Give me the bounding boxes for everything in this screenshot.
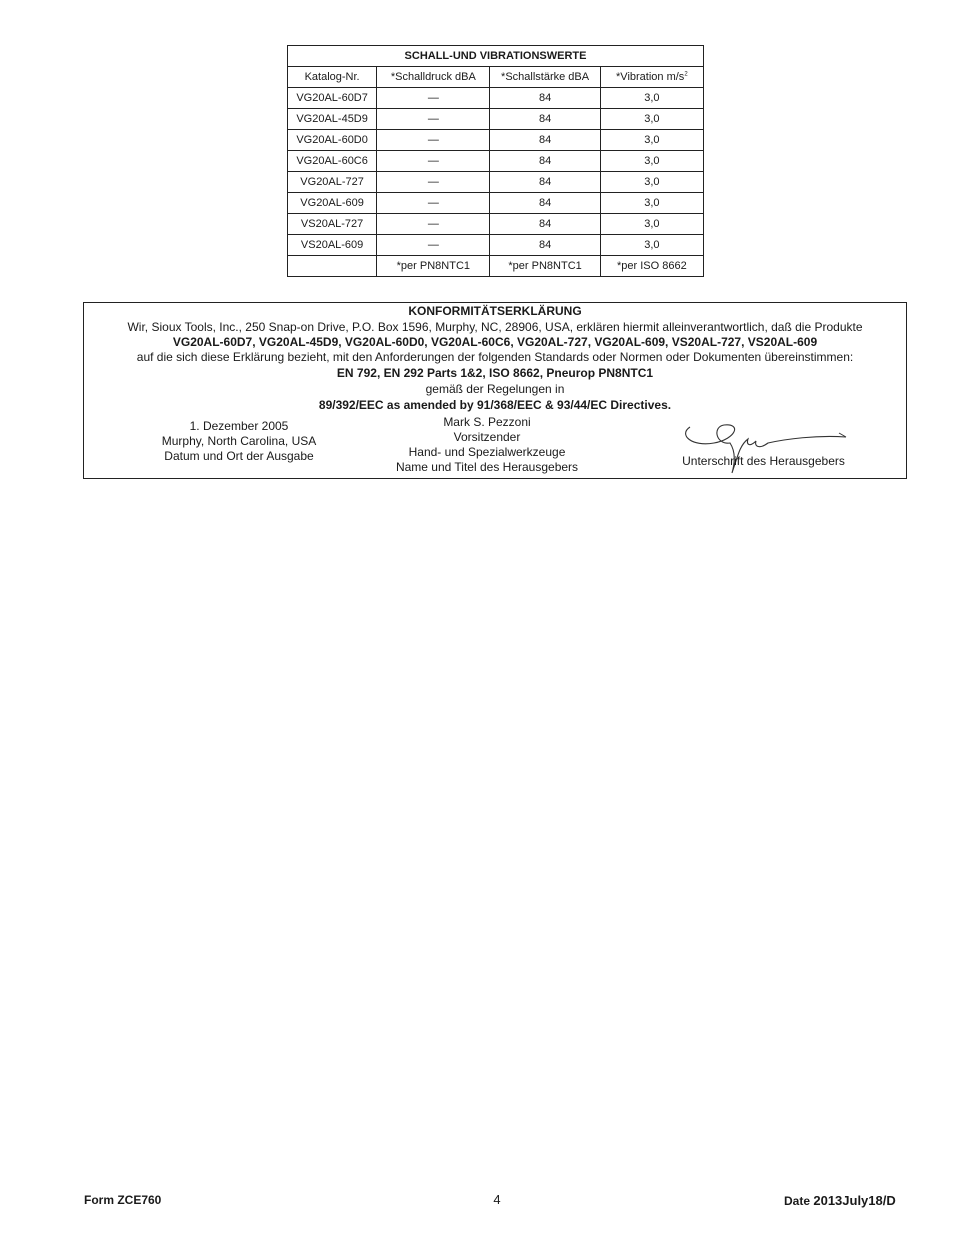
- signer-title: Vorsitzender: [453, 430, 521, 444]
- conformity-title: KONFORMITÄTSERKLÄRUNG: [408, 304, 582, 318]
- sound-pressure-cell: —: [377, 130, 490, 151]
- header-catalog: Katalog-Nr.: [288, 67, 377, 88]
- vibration-cell: 3,0: [600, 214, 703, 235]
- issue-caption: Datum und Ort der Ausgabe: [164, 449, 314, 463]
- table-row: [288, 172, 704, 193]
- table-row: [288, 235, 704, 256]
- vibration-cell: 3,0: [600, 172, 703, 193]
- catalog-number-cell: VG20AL-609: [288, 193, 377, 214]
- issue-block: [139, 419, 339, 464]
- catalog-number-cell: VS20AL-727: [288, 214, 377, 235]
- vibration-cell: 3,0: [600, 109, 703, 130]
- header-sound-power: *Schallstärke dBA: [490, 67, 600, 88]
- table-row: [288, 88, 704, 109]
- conformity-statement: auf die sich diese Erklärung bezieht, mit den Anforderungen der folgenden Standards oder Normen oder Dokumenten übereinstimmen:: [136, 350, 854, 364]
- catalog-number-cell: VG20AL-727: [288, 172, 377, 193]
- issue-date: 1. Dezember 2005: [189, 419, 289, 433]
- table-row: [288, 214, 704, 235]
- sound-pressure-cell: —: [377, 214, 490, 235]
- table-header-row: [288, 67, 704, 88]
- sound-pressure-cell: —: [377, 172, 490, 193]
- footer-cell: *per ISO 8662: [600, 256, 703, 277]
- catalog-number-cell: VG20AL-60D7: [288, 88, 377, 109]
- form-number: Form ZCE760: [84, 1193, 162, 1207]
- sound-power-cell: 84: [490, 109, 600, 130]
- sound-pressure-cell: —: [377, 235, 490, 256]
- table-footer-row: [288, 256, 704, 277]
- signature-caption: Unterschrift des Herausgebers: [682, 454, 845, 468]
- catalog-number-cell: VS20AL-609: [288, 235, 377, 256]
- vibration-cell: 3,0: [600, 151, 703, 172]
- conformity-directives: 89/392/EEC as amended by 91/368/EEC & 93/44/EC Directives.: [318, 398, 672, 412]
- table-row: [288, 151, 704, 172]
- signer-division: Hand- und Spezialwerkzeuge: [408, 445, 566, 459]
- vibration-cell: 3,0: [600, 88, 703, 109]
- catalog-number-cell: VG20AL-45D9: [288, 109, 377, 130]
- catalog-number-cell: VG20AL-60D0: [288, 130, 377, 151]
- conformity-intro: Wir, Sioux Tools, Inc., 250 Snap-on Drive, P.O. Box 1596, Murphy, NC, 28906, USA, erklären hiermit alleinverantwortlich, daß die Produkte: [127, 320, 863, 334]
- issue-place: Murphy, North Carolina, USA: [161, 434, 317, 448]
- conformity-regulation-intro: gemäß der Regelungen in: [425, 382, 565, 396]
- header-sound-pressure: *Schalldruck dBA: [377, 67, 490, 88]
- table-title: SCHALL-UND VIBRATIONSWERTE: [288, 46, 704, 67]
- signer-caption: Name und Titel des Herausgebers: [395, 460, 579, 474]
- sound-power-cell: 84: [490, 193, 600, 214]
- vibration-cell: 3,0: [600, 130, 703, 151]
- table-row: [288, 109, 704, 130]
- sound-power-cell: 84: [490, 151, 600, 172]
- footer-cell: [288, 256, 377, 277]
- conformity-products: VG20AL-60D7, VG20AL-45D9, VG20AL-60D0, VG20AL-60C6, VG20AL-727, VG20AL-609, VS20AL-727, VS20AL-609: [172, 335, 818, 349]
- sound-power-cell: 84: [490, 172, 600, 193]
- conformity-standards: EN 792, EN 292 Parts 1&2, ISO 8662, Pneurop PN8NTC1: [336, 366, 654, 380]
- table-row: [288, 193, 704, 214]
- header-vibration: [600, 67, 703, 88]
- declaration-of-conformity: [83, 302, 907, 479]
- sound-pressure-cell: —: [377, 193, 490, 214]
- sound-power-cell: 84: [490, 235, 600, 256]
- vibration-cell: 3,0: [600, 193, 703, 214]
- sound-pressure-cell: —: [377, 151, 490, 172]
- footer-cell: *per PN8NTC1: [490, 256, 600, 277]
- page-number: 4: [493, 1192, 501, 1207]
- sound-pressure-cell: —: [377, 88, 490, 109]
- sound-vibration-table: [287, 45, 704, 277]
- table-row: [288, 130, 704, 151]
- catalog-number-cell: VG20AL-60C6: [288, 151, 377, 172]
- vibration-cell: 3,0: [600, 235, 703, 256]
- header-vibration-label: *Vibration m/s: [616, 71, 685, 83]
- sound-pressure-cell: —: [377, 109, 490, 130]
- sound-power-cell: 84: [490, 214, 600, 235]
- footer-cell: *per PN8NTC1: [377, 256, 490, 277]
- date-value: 2013July18/D: [813, 1193, 896, 1208]
- document-date: [784, 1193, 896, 1208]
- header-vibration-sup: 2: [684, 71, 688, 78]
- sound-power-cell: 84: [490, 130, 600, 151]
- signer-block: [387, 415, 587, 475]
- signer-name: Mark S. Pezzoni: [443, 415, 531, 429]
- date-label: Date: [784, 1194, 811, 1208]
- sound-power-cell: 84: [490, 88, 600, 109]
